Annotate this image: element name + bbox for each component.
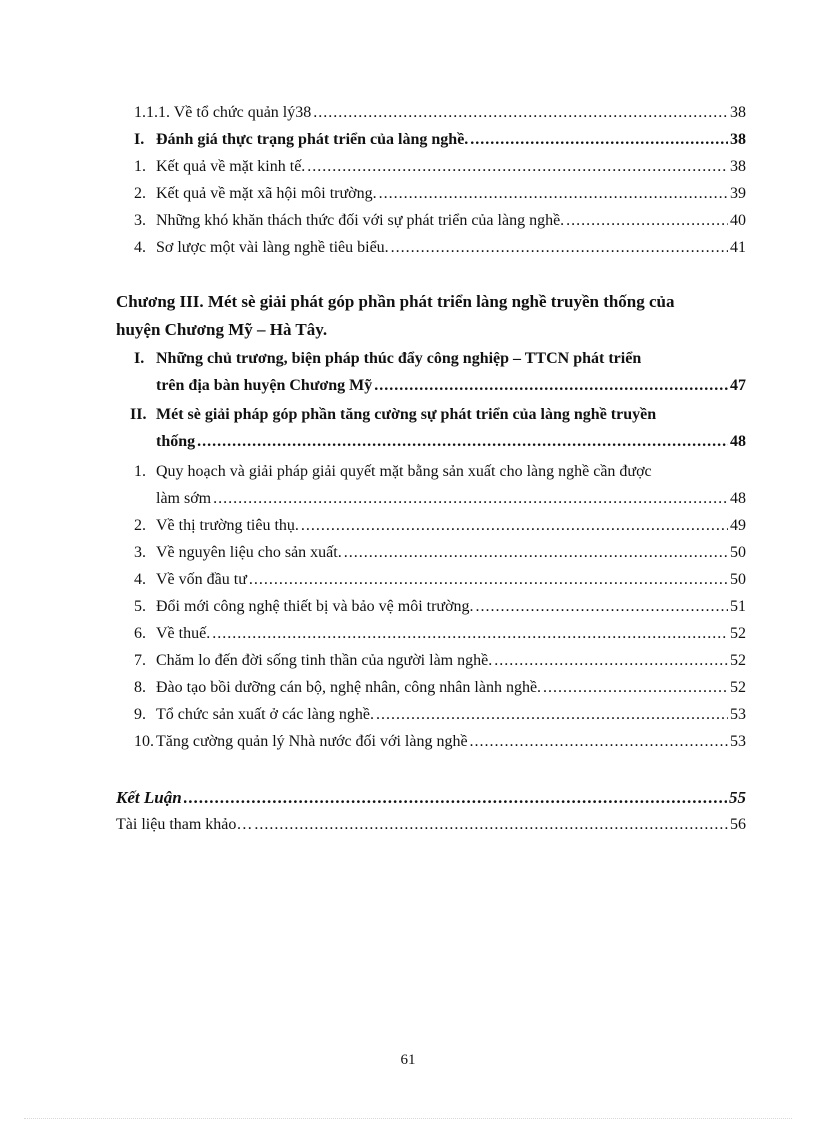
chapter-3-heading xyxy=(116,289,746,343)
leader-dots xyxy=(212,621,728,647)
toc-num: II. xyxy=(130,406,147,423)
toc-row-1-1-1 xyxy=(116,100,746,126)
toc-row-4 xyxy=(116,235,746,261)
toc-title: Tài liệu tham khảo… xyxy=(116,816,253,833)
toc-row-item-10 xyxy=(116,729,746,755)
leader-dots xyxy=(344,540,728,566)
toc-page: 41 xyxy=(730,239,746,256)
leader-dots xyxy=(470,729,728,755)
toc-page: 50 xyxy=(730,544,746,561)
toc-row-item-3 xyxy=(116,540,746,566)
leader-dots xyxy=(391,235,728,261)
chapter-heading-line: huyện Chương Mỹ – Hà Tây. xyxy=(116,320,328,339)
toc-title: 1.1.1. Về tổ chức quản lý38 xyxy=(134,104,312,121)
leader-dots xyxy=(254,812,728,838)
toc-title: Về thuế. xyxy=(156,625,211,642)
leader-dots xyxy=(566,208,728,234)
toc-title-line1: Mét sè giải pháp góp phần tăng cường sự phát triển của làng nghề truyền xyxy=(156,406,657,423)
toc-row-2 xyxy=(116,181,746,207)
toc-num: 4. xyxy=(134,239,146,256)
toc-row-section-I-policies-cont xyxy=(116,373,746,399)
leader-dots xyxy=(374,373,728,399)
toc-page: 39 xyxy=(730,185,746,202)
toc-num: 1. xyxy=(134,158,146,175)
leader-dots xyxy=(470,127,728,153)
toc-num: 2. xyxy=(134,517,146,534)
toc-num: 4. xyxy=(134,571,146,588)
toc-title: Tăng cường quản lý Nhà nước đối với làng nghề xyxy=(156,733,468,750)
toc-title: Kết Luận xyxy=(116,788,182,807)
toc-num: 9. xyxy=(134,706,146,723)
toc-page: 50 xyxy=(730,571,746,588)
leader-dots xyxy=(543,675,728,701)
toc-row-item-2 xyxy=(116,513,746,539)
toc-title: Đào tạo bồi dưỡng cán bộ, nghệ nhân, công nhân lành nghề. xyxy=(156,679,542,696)
toc-title: Sơ lược một vài làng nghề tiêu biểu. xyxy=(156,239,389,256)
toc-num: 6. xyxy=(134,625,146,642)
toc-row-item-5 xyxy=(116,594,746,620)
toc-num: 8. xyxy=(134,679,146,696)
toc-title: Chăm lo đến đời sống tinh thần của người làm nghề. xyxy=(156,652,493,669)
leader-dots xyxy=(249,567,728,593)
toc-page: 49 xyxy=(730,517,746,534)
toc-title: Những khó khăn thách thức đối với sự phát triển của làng nghề. xyxy=(156,212,565,229)
toc-page: 56 xyxy=(730,816,746,833)
leader-dots xyxy=(213,486,728,512)
toc-title: Kết quả về mặt kinh tế. xyxy=(156,158,306,175)
toc-page: 47 xyxy=(730,377,746,394)
toc-page: 48 xyxy=(730,490,746,507)
toc-row-item-1 xyxy=(116,459,746,485)
toc-row-item-7 xyxy=(116,648,746,674)
toc-page: 53 xyxy=(730,706,746,723)
toc-row-conclusion xyxy=(116,785,746,811)
toc-page: 52 xyxy=(730,652,746,669)
toc-page: 51 xyxy=(730,598,746,615)
leader-dots xyxy=(197,429,728,455)
toc-num: 1. xyxy=(134,463,146,480)
toc-page: 38 xyxy=(730,131,746,148)
toc-page: 52 xyxy=(730,679,746,696)
toc-title: Tổ chức sản xuất ở các làng nghề. xyxy=(156,706,374,723)
toc-row-1 xyxy=(116,154,746,180)
toc-page: 38 xyxy=(730,104,746,121)
toc-title: Về nguyên liệu cho sản xuất. xyxy=(156,544,342,561)
leader-dots xyxy=(376,702,728,728)
leader-dots xyxy=(494,648,728,674)
page-number: 61 xyxy=(400,1052,416,1068)
toc-title-line2: thống xyxy=(156,433,196,450)
toc-page: 40 xyxy=(730,212,746,229)
toc-row-item-1-cont xyxy=(116,486,746,512)
toc-title: Đổi mới công nghệ thiết bị và bảo vệ môi trường. xyxy=(156,598,474,615)
toc-row-item-9 xyxy=(116,702,746,728)
toc-row-3 xyxy=(116,208,746,234)
toc-page: 38 xyxy=(730,158,746,175)
toc-row-item-6 xyxy=(116,621,746,647)
toc-num: 5. xyxy=(134,598,146,615)
toc-num: 10. xyxy=(134,733,154,750)
page-bottom-divider xyxy=(24,1118,792,1119)
toc-title-line2: trên địa bàn huyện Chương Mỹ xyxy=(156,377,373,394)
toc-title: Về thị trường tiêu thụ. xyxy=(156,517,299,534)
leader-dots xyxy=(379,181,728,207)
toc-title: Đánh giá thực trạng phát triển của làng nghề. xyxy=(156,131,469,148)
toc-title-line2: làm sớm xyxy=(156,490,212,507)
toc-num: 3. xyxy=(134,544,146,561)
toc-row-section-I xyxy=(116,127,746,153)
toc-row-item-8 xyxy=(116,675,746,701)
leader-dots xyxy=(476,594,728,620)
leader-dots xyxy=(301,513,728,539)
leader-dots xyxy=(184,785,727,811)
toc-num: 7. xyxy=(134,652,146,669)
toc-page: 48 xyxy=(730,433,746,450)
toc-page: 52 xyxy=(730,625,746,642)
chapter-heading-line: Chương III. Mét sè giải phát góp phần phát triển làng nghề truyền thống của xyxy=(116,292,675,311)
toc-row-section-II xyxy=(116,402,746,428)
toc-num: 3. xyxy=(134,212,146,229)
toc-row-references xyxy=(116,812,746,838)
toc-page: 53 xyxy=(730,733,746,750)
toc-title: Về vốn đầu tư xyxy=(156,571,247,588)
toc-title-line1: Quy hoạch và giải pháp giải quyết mặt bằng sản xuất cho làng nghề cần được xyxy=(156,463,652,480)
toc-title-line1: Những chủ trương, biện pháp thúc đẩy công nghiệp – TTCN phát triển xyxy=(156,350,642,367)
toc-row-section-I-policies xyxy=(116,346,746,372)
toc-row-section-II-cont xyxy=(116,429,746,455)
toc-num: I. xyxy=(134,131,145,148)
toc-page: 55 xyxy=(729,788,746,807)
leader-dots xyxy=(313,100,728,126)
leader-dots xyxy=(307,154,728,180)
toc-row-item-4 xyxy=(116,567,746,593)
toc-num: I. xyxy=(134,350,145,367)
toc-num: 2. xyxy=(134,185,146,202)
toc-title: Kết quả về mặt xã hội môi trường. xyxy=(156,185,377,202)
